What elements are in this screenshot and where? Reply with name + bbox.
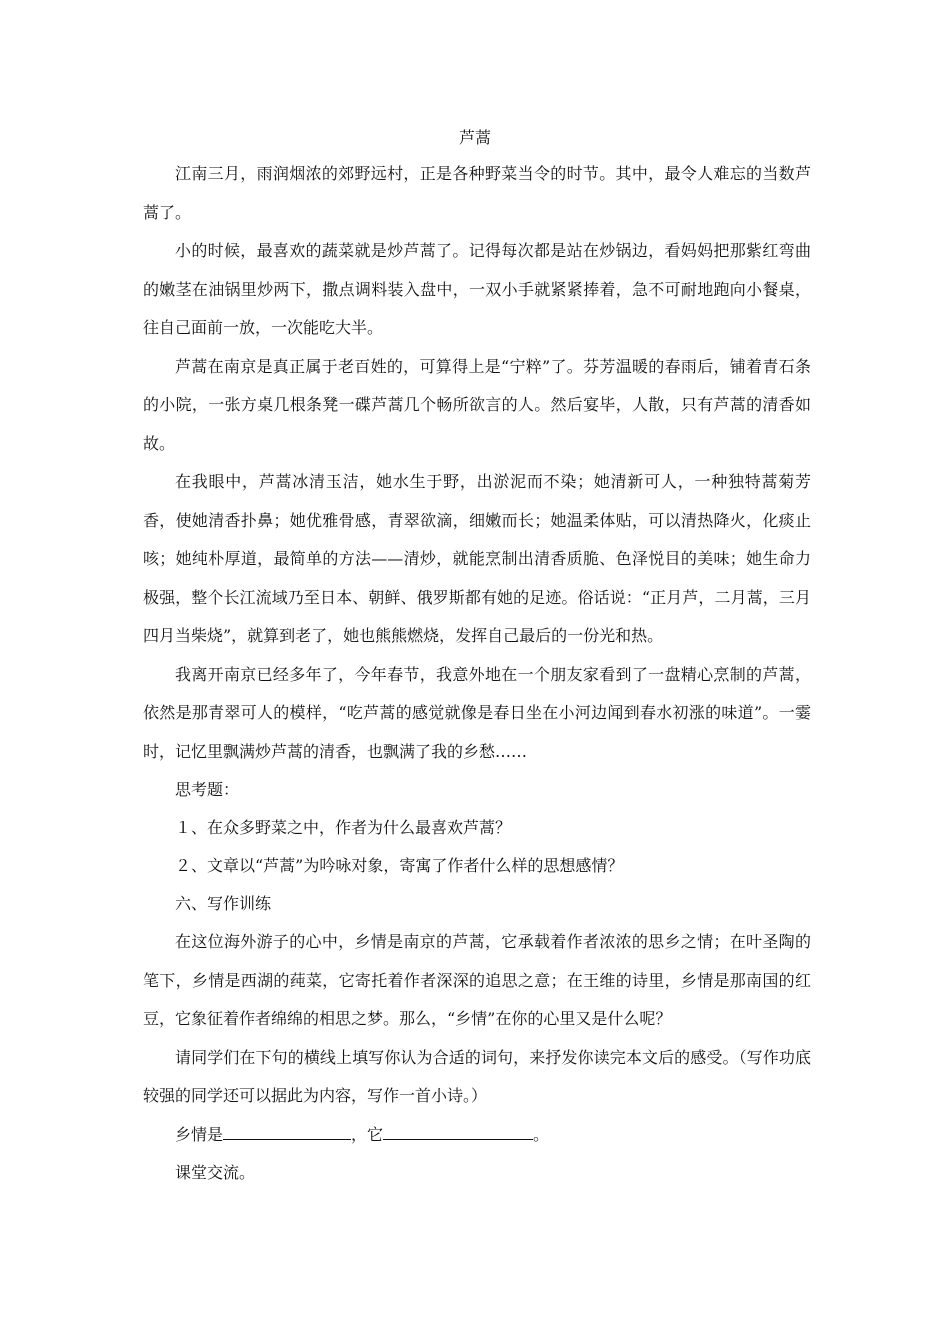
question-2: ２、文章以“芦蒿”为吟咏对象，寄寓了作者什么样的思想感情？ <box>175 856 624 875</box>
document-title: 芦蒿 <box>458 128 491 147</box>
fill-in-blank-2[interactable] <box>383 1123 533 1140</box>
questions-heading: 思考题： <box>175 780 240 799</box>
closing-line: 课堂交流。 <box>175 1163 256 1182</box>
writing-paragraph-1: 在这位海外游子的心中，乡情是南京的芦蒿，它承载着作者浓浓的思乡之情；在叶圣陶的笔下，乡情是西湖的莼菜，它寄托着作者深深的追思之意；在王维的诗里，乡情是那南国的红豆，它象征着作者绵绵的相思之梦。那么，“乡情”在你的心里又是什么呢？ <box>143 932 811 1028</box>
document-body <box>143 155 811 1193</box>
paragraph-3: 芦蒿在南京是真正属于老百姓的，可算得上是“宁粹”了。芬芳温暖的春雨后，铺着青石条的小院，一张方桌几根条凳一碟芦蒿几个畅所欲言的人。然后宴毕，人散，只有芦蒿的清香如故。 <box>143 356 811 453</box>
fill-in-part-1: 乡情是 <box>175 1124 224 1144</box>
writing-paragraph-2: 请同学们在下句的横线上填写你认为合适的词句，来抒发你读完本文后的感受。（写作功底较强的同学还可以据此为内容，写作一首小诗。） <box>143 1047 811 1105</box>
fill-in-line <box>143 1116 811 1155</box>
fill-in-blank-1[interactable] <box>223 1123 351 1140</box>
fill-in-part-2: ，它 <box>351 1124 384 1144</box>
section-heading: 六、写作训练 <box>175 894 272 913</box>
paragraph-1: 江南三月，雨润烟浓的郊野远村，正是各种野菜当令的时节。其中，最令人难忘的当数芦蒿了。 <box>143 164 811 222</box>
question-1: １、在众多野菜之中，作者为什么最喜欢芦蒿？ <box>175 818 512 837</box>
fill-in-part-3: 。 <box>533 1124 550 1144</box>
paragraph-5: 我离开南京已经多年了，今年春节，我意外地在一个朋友家看到了一盘精心烹制的芦蒿，依然是那青翠可人的模样，“吃芦蒿的感觉就像是春日坐在小河边闻到春水初涨的味道”。一霎时，记忆里飘满炒芦蒿的清香，也飘满了我的乡愁…… <box>143 664 811 761</box>
paragraph-2: 小的时候，最喜欢的蔬菜就是炒芦蒿了。记得每次都是站在炒锅边，看妈妈把那紫红弯曲的嫩茎在油锅里炒两下，撒点调料装入盘中，一双小手就紧紧捧着，急不可耐地跑向小餐桌，往自己面前一放，一次能吃大半。 <box>143 241 811 337</box>
paragraph-4: 在我眼中，芦蒿冰清玉洁，她水生于野，出淤泥而不染；她清新可人，一种独特蒿菊芳香，使她清香扑鼻；她优雅骨感，青翠欲滴，细嫩而长；她温柔体贴，可以清热降火，化痰止咳；她纯朴厚道，最简单的方法——清炒，就能烹制出清香质脆、色泽悦目的美味；她生命力极强，整个长江流域乃至日本、朝鲜、俄罗斯都有她的足迹。俗话说：“正月芦，二月蒿，三月四月当柴烧”，就算到老了，她也熊熊燃烧，发挥自己最后的一份光和热。 <box>143 472 811 645</box>
